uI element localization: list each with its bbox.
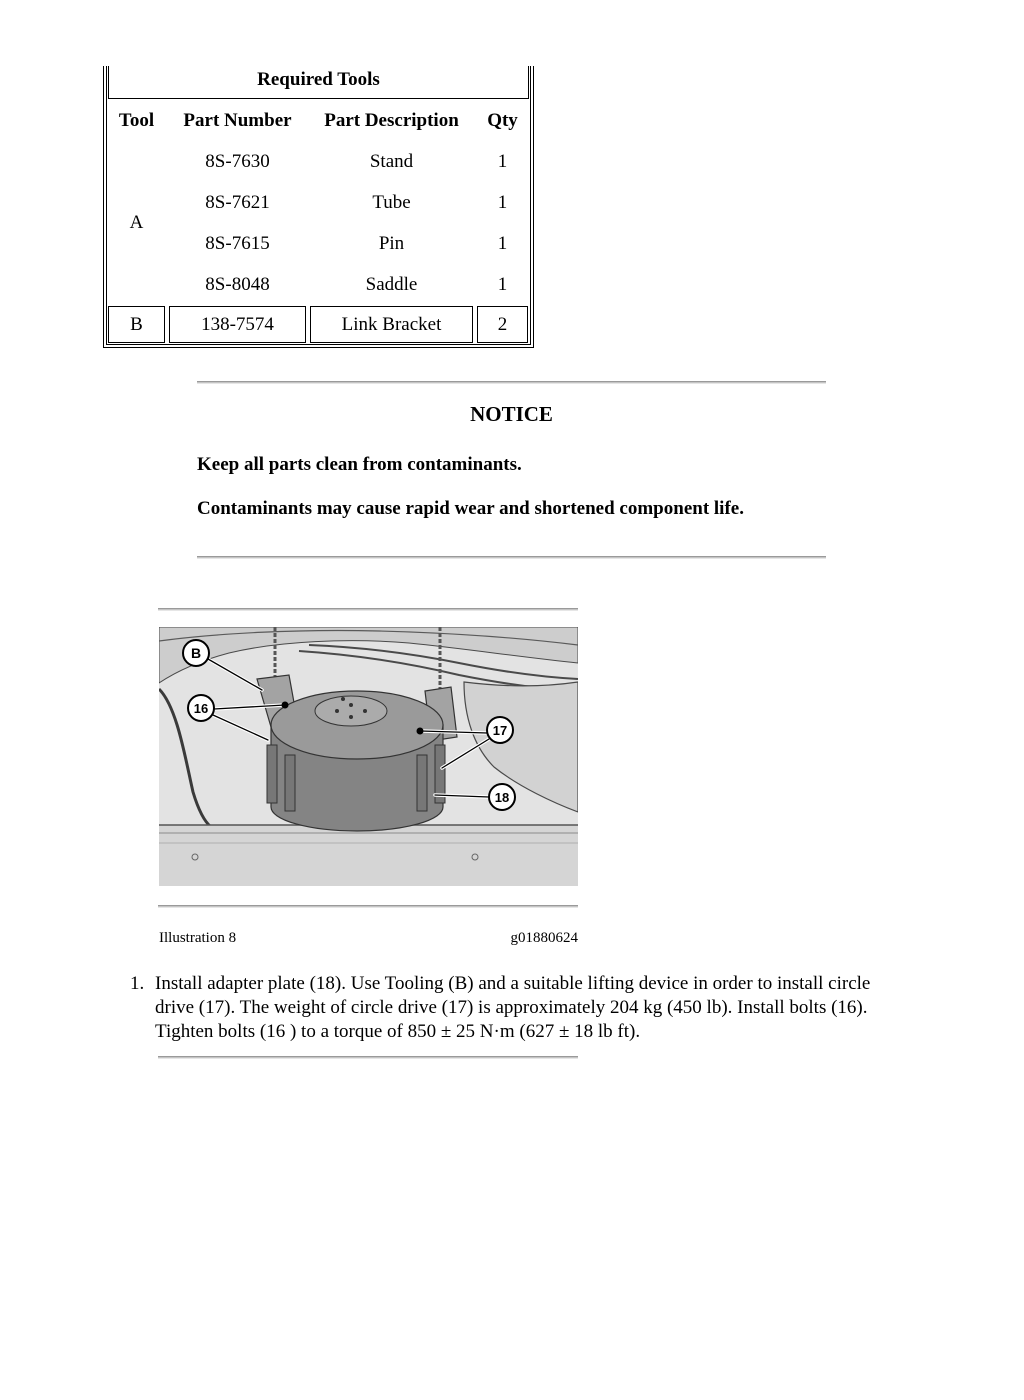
illustration-top-rule bbox=[158, 608, 578, 611]
notice-top-rule bbox=[197, 381, 826, 384]
qty-cell: 1 bbox=[497, 273, 508, 295]
header-qty: Qty bbox=[487, 110, 518, 131]
part-description-cell: Saddle bbox=[365, 273, 418, 295]
step-number: 1. bbox=[130, 973, 145, 994]
qty-cell: 2 bbox=[477, 306, 528, 343]
callout-18-label: 18 bbox=[494, 790, 510, 805]
part-description-cell: Link Bracket bbox=[310, 306, 473, 343]
qty-cell: 1 bbox=[497, 191, 508, 213]
adapter-plate-bolt bbox=[267, 745, 277, 803]
callout-16-label: 16 bbox=[193, 701, 209, 716]
callout-18 bbox=[489, 784, 515, 810]
notice-line: Keep all parts clean from contaminants. bbox=[197, 454, 522, 475]
header-part-description: Part Description bbox=[324, 110, 459, 131]
bottom-beam bbox=[159, 825, 578, 886]
notice-bottom-rule bbox=[197, 556, 826, 559]
qty-cell: 1 bbox=[497, 232, 508, 254]
part-number-cell: 138-7574 bbox=[169, 306, 306, 343]
part-description-cell: Stand bbox=[369, 150, 414, 172]
notice-title: NOTICE bbox=[470, 402, 553, 426]
part-number-cell: 8S-8048 bbox=[205, 273, 270, 295]
part-description-cell: Pin bbox=[378, 232, 405, 254]
step-bottom-rule bbox=[158, 1056, 578, 1059]
notice-line: Contaminants may cause rapid wear and shortened component life. bbox=[197, 498, 744, 519]
callout-b-label: B bbox=[190, 645, 202, 661]
required-tools-title: Required Tools bbox=[108, 66, 529, 99]
adapter-plate-bolt bbox=[417, 755, 427, 811]
qty-cell: 1 bbox=[497, 150, 508, 172]
circle-drive-illustration bbox=[159, 627, 578, 886]
adapter-plate-bolt bbox=[285, 755, 295, 811]
illustration-graphic-id: g01880624 bbox=[510, 930, 578, 946]
circle-drive-hub bbox=[315, 696, 387, 726]
illustration-caption: Illustration 8 bbox=[159, 930, 237, 946]
part-number-cell: 8S-7621 bbox=[205, 191, 270, 213]
bolt-marker bbox=[282, 702, 289, 709]
callout-b bbox=[183, 640, 209, 666]
part-description-cell: Tube bbox=[372, 191, 411, 213]
part-number-cell: 8S-7630 bbox=[205, 150, 270, 172]
step-text: Install adapter plate (18). Use Tooling (B) and a suitable lifting device in order to install circle drive (17). The weight of circle drive (17) is approximately 204 kg (450 lb). Install bolts (16). Tighten bolts (16 ) to a torque of 850 ± 25 N·m (627 ± 18 lb ft). bbox=[155, 973, 871, 1042]
callout-17 bbox=[487, 717, 513, 743]
tool-a-label: A bbox=[129, 212, 144, 233]
tool-b-label: B bbox=[108, 306, 165, 343]
part-number-cell: 8S-7615 bbox=[205, 232, 270, 254]
header-part-number: Part Number bbox=[183, 110, 292, 131]
header-tool: Tool bbox=[118, 110, 155, 131]
callout-16 bbox=[188, 695, 214, 721]
bolt-marker bbox=[417, 728, 424, 735]
illustration-bottom-rule bbox=[158, 905, 578, 908]
callout-17-label: 17 bbox=[492, 723, 508, 738]
